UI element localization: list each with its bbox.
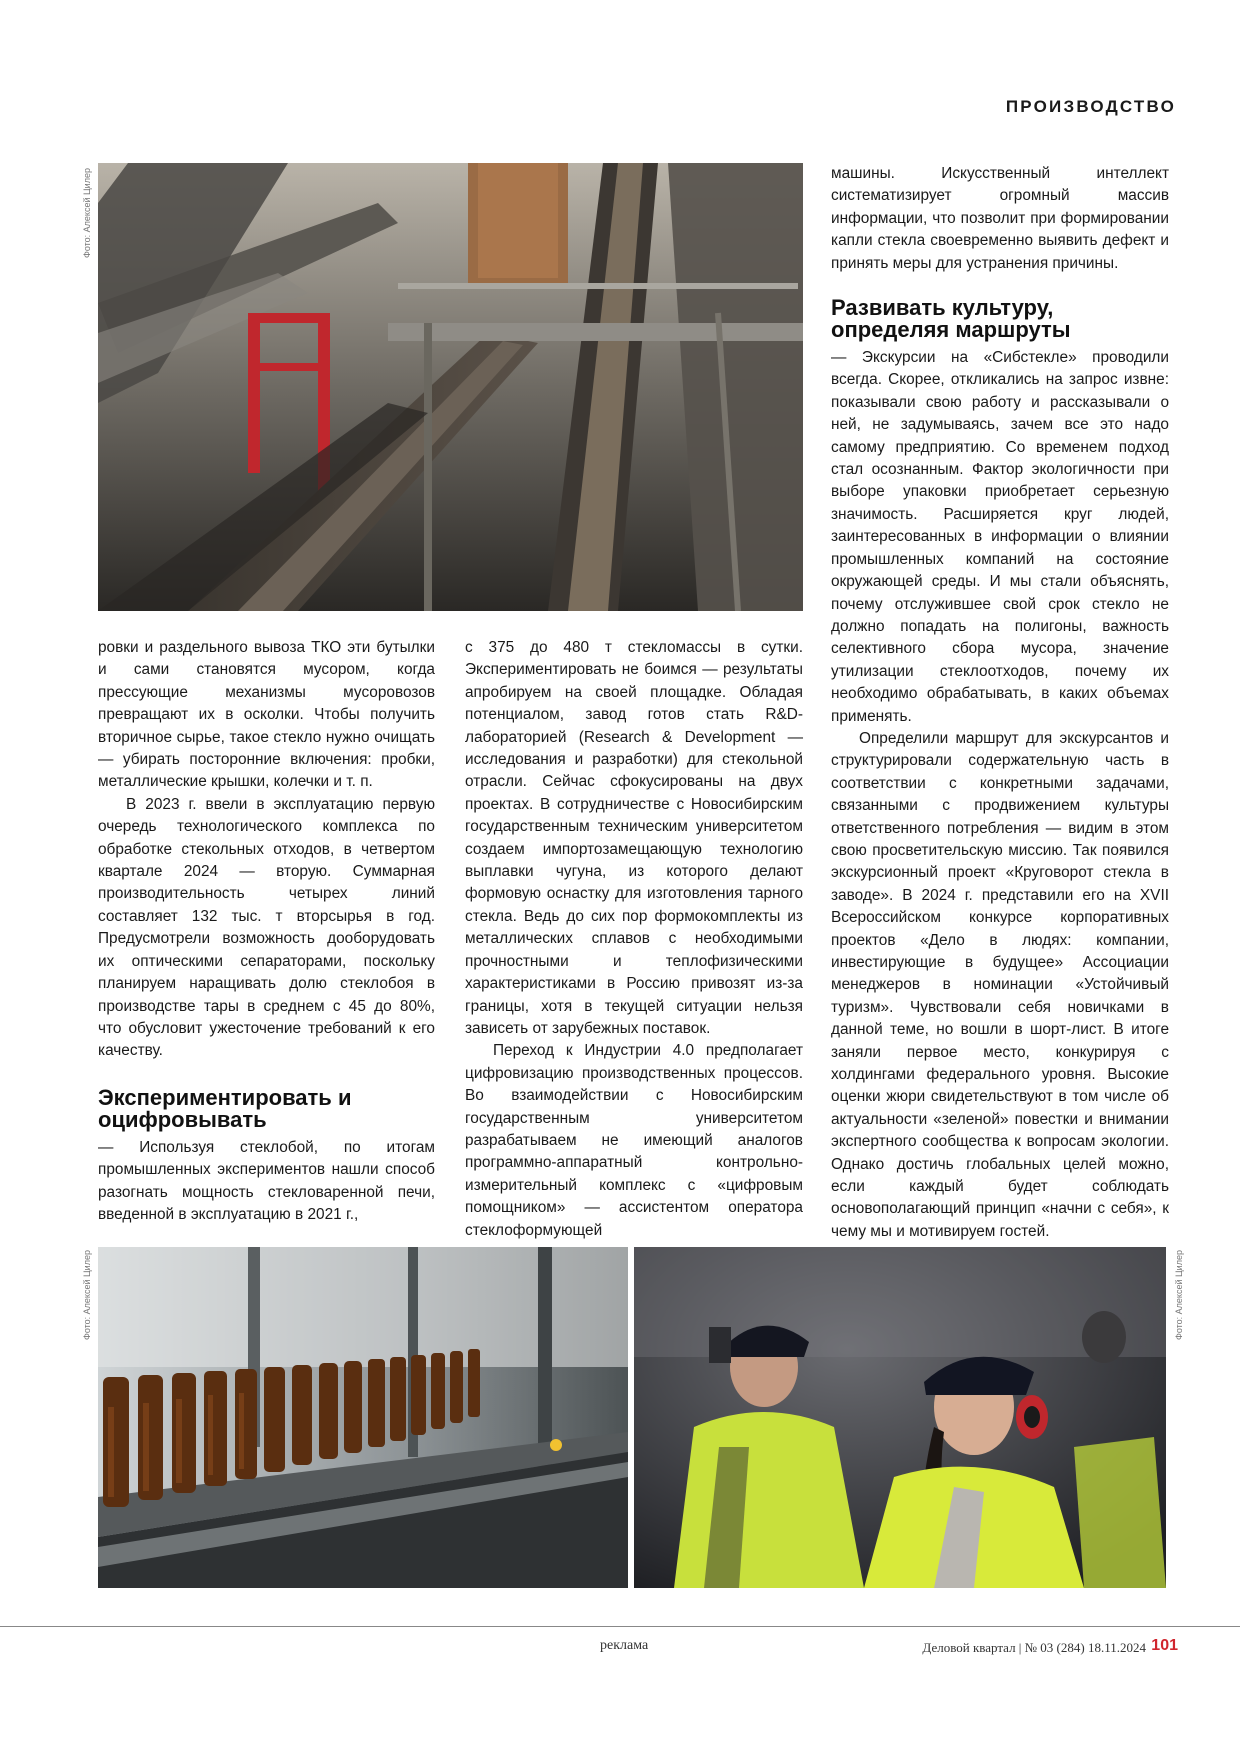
section-label: ПРОИЗВОДСТВО [1005,97,1176,116]
paragraph: — Экскурсии на «Сибстекле» проводили всегда. Скорее, откликались на запрос извне: показывали свою работу и рассказывали о ней, не задумываясь, зачем все это надо самому предприятию. Со временем подход стал осознанным. Фактор экологичности при выборе упаковки приобретает серьезную значимость. Расширяется круг людей, заинтересованных в информации о влиянии промышленных компаний на состояние окружающей среды. И мы стали объяснять, почему отслужившее свой срок стекло не должно попадать на полигоны, важность селективного сбора мусора, значение утилизации стеклоотходов, почему их необходимо обрабатывать, в каких объемах применять. [831,349,1169,725]
bottle-line-photo [98,1247,628,1588]
ad-label: реклама [600,1638,649,1653]
paragraph: с 375 до 480 т стекломассы в сутки. Экспериментировать не боимся — результаты апробируем на своей площадке. Обладая потенциалом, завод готов стать R&D-лабораторией (Research & Development — исследования и разработки) для стекольной отрасли. Сейчас сфокусированы на двух проектах. В сотрудничестве с Новосибирским государственным техническим университетом создаем импортозамещающую технологию выплавки чугуна, из которого делают формовую оснастку для изготовления тарного стекла. Ведь до сих пор формокомплекты из металлических сплавов с необходимыми прочностными и теплофизическими характеристиками в Россию привозят из-за границы, хотя в текущей ситуации нельзя зависеть от зарубежных поставок. [465,639,803,1037]
page-number: 101 [1151,1637,1178,1654]
magazine-issue: Деловой квартал | № 03 (284) 18.11.2024 [922,1640,1146,1655]
visitors-photo [634,1247,1166,1588]
paragraph: Определили маршрут для экскурсантов и структурировали содержательную часть в соответствии с конкретными задачами, связанными с продвижением культуры ответственного потребления — видим в этом свою просветительскую миссию. Так появился экскурсионный проект «Круговорот стекла в заводе». В 2024 г. представили его на XVII Всероссийском конкурсе корпоративных проектов «Дело в людях: компании, инвестирующие в будущее» Ассоциации менеджеров в номинации «Устойчивый туризм». Чувствовали себя новичками в данной теме, но вошли в шорт-лист. В итоге заняли первое место, конкурируя с холдингами федерального уровня. Высокие оценки жюри свидетельствуют в том числе об актуальности «зеленой» повестки и внимании экспертного сообщества к вопросам экологии. Однако достичь глобальных целей можно, если каждый будет соблюдать основополагающий принцип «начни с себя», к чему мы и мотивируем гостей. [831,729,1169,1240]
paragraph: машины. Искусственный интеллект систематизирует огромный массив информации, что позволит при формировании капли стекла своевременно выявить дефект и принять меры для устранения причины. [831,165,1169,272]
text-column-1 [98,637,435,1226]
text-column-2 [465,637,803,1242]
subheading: Развивать культуру, определяя маршруты [831,295,1071,343]
subheading: Экспериментировать и оцифровывать [98,1084,352,1132]
photo-credit: Фото: Алексей Цилер [1174,1250,1184,1340]
photo-credit: Фото: Алексей Цилер [82,1250,92,1340]
text-column-3 [831,163,1169,1243]
photo-credit: Фото: Алексей Цилер [82,168,92,258]
paragraph: ровки и раздельного вывоза ТКО эти бутылки и сами становятся мусором, когда прессующие механизмы мусоровозов превращают их в осколки. Чтобы получить вторичное сырье, такое стекло нужно очищать — убирать посторонние включения: пробки, металлические крышки, колечки и т. п. [98,639,435,791]
paragraph: В 2023 г. ввели в эксплуатацию первую очередь технологического комплекса по обработке стекольных отходов, в четвертом квартале 2024 — вторую. Суммарная производительность четырех линий составляет 132 тыс. т вторсырья в год. Предусмотрели возможность дооборудовать их оптическими сепараторами, поскольку планируем наращивать долю стеклобоя в производстве тары в среднем с 45 до 80%, что обусловит ужесточение требований к его качеству. [98,795,435,1060]
paragraph: Переход к Индустрии 4.0 предполагает цифровизацию производственных процессов. Во взаимодействии с Новосибирским государственным университетом разрабатываем не имеющий аналогов программно-аппаратный контрольно-измерительный комплекс с «цифровым помощником» — ассистентом оператора стеклоформующей [465,1042,803,1239]
footer-divider [0,1626,1240,1627]
paragraph: — Используя стеклобой, по итогам промышленных экспериментов нашли способ разогнать мощность стекловаренной печи, введенной в эксплуатацию в 2021 г., [98,1138,435,1223]
conveyor-photo [98,163,803,611]
